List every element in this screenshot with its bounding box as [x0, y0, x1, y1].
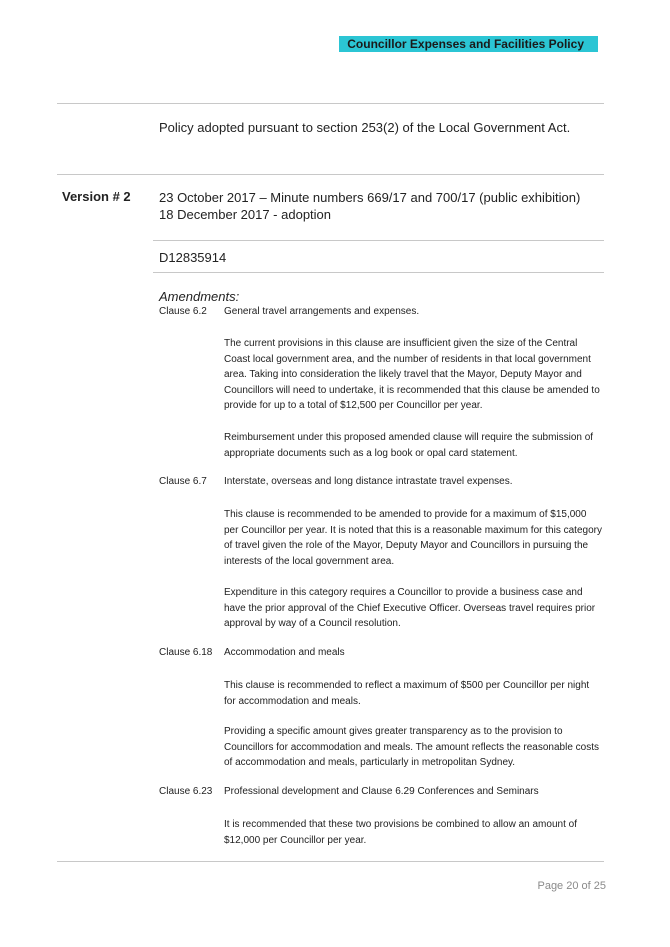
- clause-paragraph: Expenditure in this category requires a Councillor to provide a business case and have the prior approval of the Chief Executive Officer. Overseas travel requires prior approval by way of a Council resolution.: [224, 587, 596, 629]
- clause-paragraph: This clause is recommended to reflect a maximum of $500 per Councillor per night for accommodation and meals.: [224, 680, 590, 707]
- amendments-title: Amendments:: [159, 289, 240, 304]
- version-line-1: 23 October 2017 – Minute numbers 669/17 and 700/17 (public exhibition): [159, 190, 581, 205]
- clause-heading: General travel arrangements and expenses.: [224, 306, 420, 317]
- page-number: Page 20 of 25: [537, 880, 606, 892]
- divider: [57, 174, 604, 175]
- clause-paragraph: Providing a specific amount gives greater transparency as to the provision to Councillors for accommodation and meals. The amount reflects the reasonable costs of accommodation and meals, particularly in metropolitan Sydney.: [224, 726, 600, 768]
- clause-heading: Professional development and Clause 6.29 Conferences and Seminars: [224, 786, 539, 797]
- clause-heading: Accommodation and meals: [224, 647, 345, 658]
- clause-number: Clause 6.7: [159, 476, 207, 487]
- clause-paragraph: It is recommended that these two provisions be combined to allow an amount of $12,000 per Councillor per year.: [224, 819, 577, 846]
- clause-paragraph: The current provisions in this clause are insufficient given the size of the Central Coast local government area, and the number of residents in that local government area. Taking into consideration the likely travel that the Mayor, Deputy Mayor and Councillors will need to undertake, it is recommended that this clause be amended to provide for up to a total of $12,500 per Councillor per year.: [224, 338, 600, 411]
- divider: [153, 240, 604, 241]
- divider: [153, 272, 604, 273]
- version-label: Version # 2: [62, 189, 131, 204]
- clause-number: Clause 6.2: [159, 306, 207, 317]
- divider: [57, 861, 604, 862]
- clause-heading: Interstate, overseas and long distance intrastate travel expenses.: [224, 476, 513, 487]
- clause-number: Clause 6.18: [159, 647, 213, 658]
- clause-paragraph: This clause is recommended to be amended to provide for a maximum of $15,000 per Councillor per year. It is noted that this is a reasonable maximum for this category of travel given the role of the Mayor, Deputy Mayor and Councillors in pursuing the interests of the local government area.: [224, 509, 602, 567]
- clause-number: Clause 6.23: [159, 786, 213, 797]
- clause-paragraph: Reimbursement under this proposed amended clause will require the submission of appropriate documents such as a log book or opal card statement.: [224, 432, 594, 459]
- document-reference: D12835914: [159, 250, 227, 265]
- document-header-title: Councillor Expenses and Facilities Policy: [339, 36, 598, 52]
- divider: [57, 103, 604, 104]
- version-line-2: 18 December 2017 - adoption: [159, 207, 332, 222]
- intro-text: Policy adopted pursuant to section 253(2) of the Local Government Act.: [159, 120, 571, 135]
